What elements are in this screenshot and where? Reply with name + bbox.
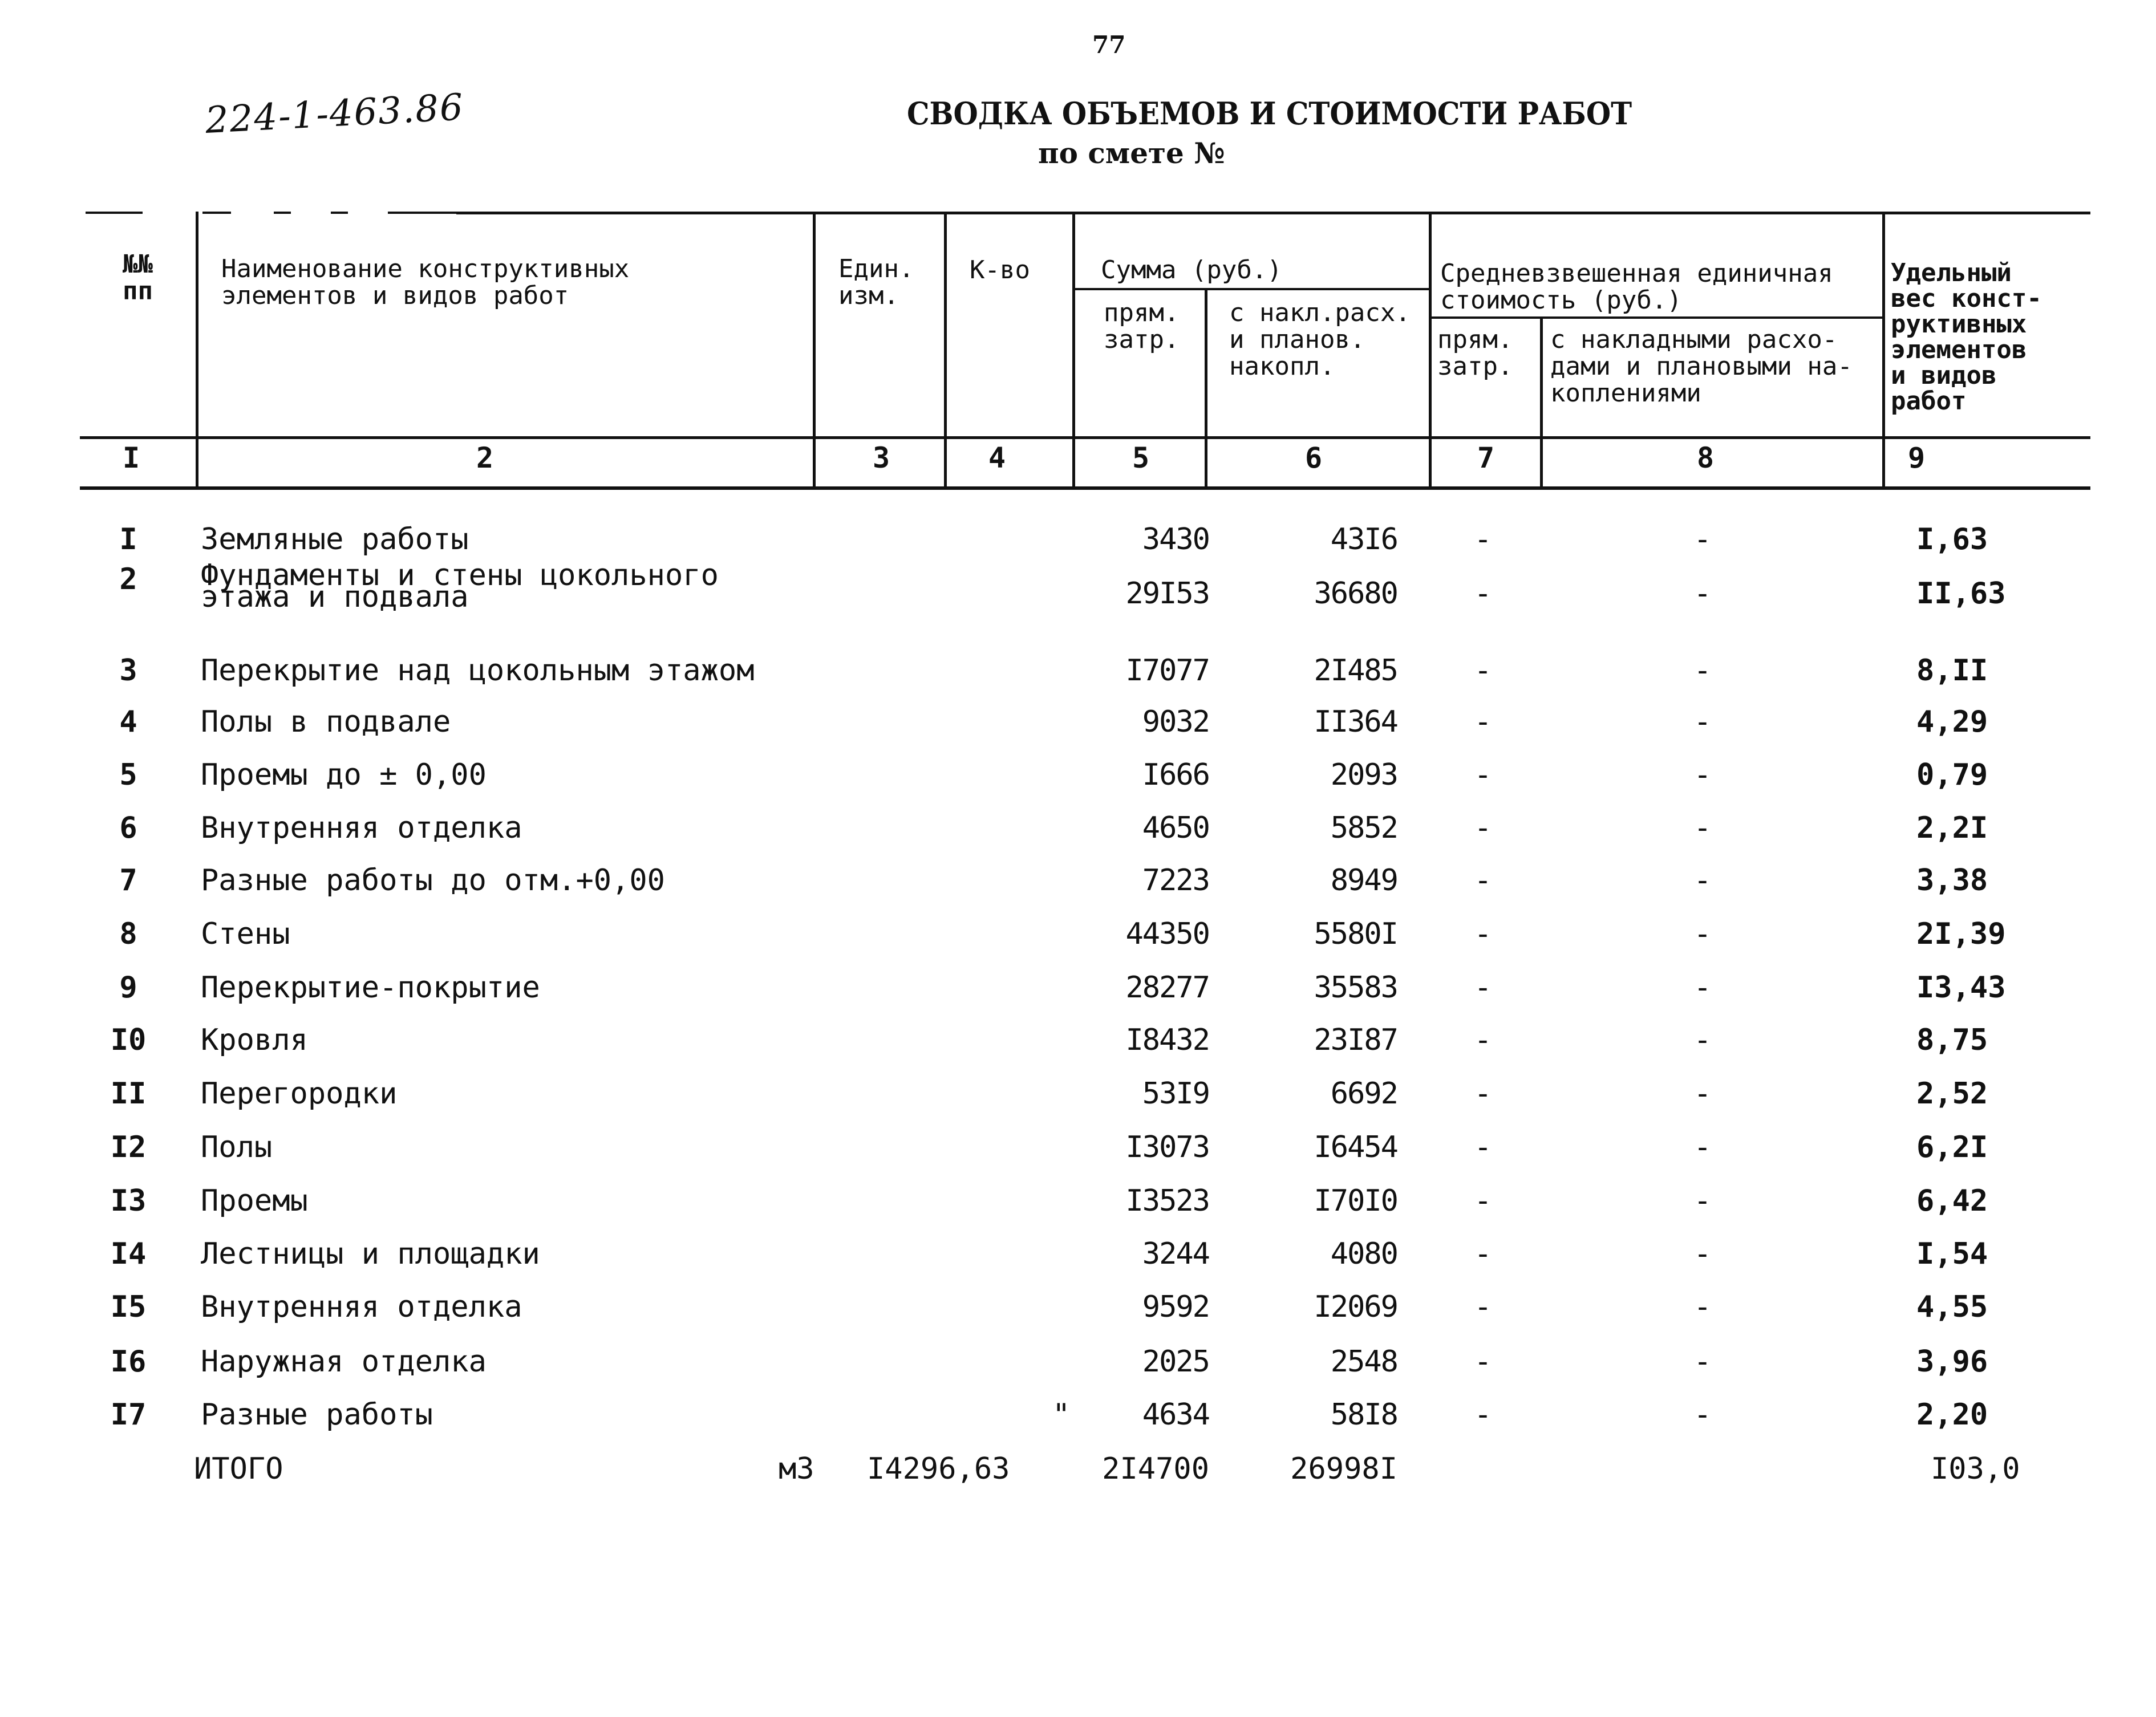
row-weight: II,63 bbox=[1916, 577, 2006, 611]
row-direct-cost: 4650 bbox=[1142, 811, 1209, 845]
row-direct-cost: 44350 bbox=[1125, 917, 1209, 951]
row-number: I bbox=[119, 522, 137, 557]
total-quantity: I4296,63 bbox=[867, 1452, 1010, 1486]
row-overhead-cost: 2093 bbox=[1330, 758, 1397, 792]
row-direct-cost: 29I53 bbox=[1125, 577, 1209, 611]
row-overhead-cost: 4080 bbox=[1330, 1237, 1397, 1271]
page-title: СВОДКА ОБЪЕМОВ И СТОИМОСТИ РАБОТ bbox=[907, 95, 1632, 132]
row-direct-cost: I3523 bbox=[1125, 1184, 1209, 1218]
row-avg-direct: - bbox=[1474, 1130, 1492, 1164]
row-avg-direct: - bbox=[1474, 577, 1492, 611]
row-avg-direct: - bbox=[1474, 758, 1492, 792]
row-avg-direct: - bbox=[1474, 1237, 1492, 1271]
row-avg-direct: - bbox=[1474, 811, 1492, 845]
header-quantity: К-во bbox=[970, 255, 1030, 285]
row-avg-overhead: - bbox=[1693, 917, 1712, 951]
row-avg-direct: - bbox=[1474, 522, 1492, 557]
row-avg-direct: - bbox=[1474, 1184, 1492, 1218]
row-weight: 8,II bbox=[1916, 653, 1988, 688]
row-direct-cost: I666 bbox=[1142, 758, 1209, 792]
row-overhead-cost: 35583 bbox=[1314, 971, 1397, 1005]
row-name: Стены bbox=[201, 917, 290, 951]
row-ditto-mark: " bbox=[1052, 1398, 1071, 1432]
row-avg-direct: - bbox=[1474, 1023, 1492, 1057]
row-direct-cost: 7223 bbox=[1142, 863, 1209, 898]
row-overhead-cost: 8949 bbox=[1330, 863, 1397, 898]
row-overhead-cost: I70I0 bbox=[1314, 1184, 1397, 1218]
row-avg-overhead: - bbox=[1693, 705, 1712, 739]
row-avg-direct: - bbox=[1474, 863, 1492, 898]
row-name: Перекрытие над цокольным этажом bbox=[201, 653, 755, 688]
row-avg-overhead: - bbox=[1693, 971, 1712, 1005]
row-weight: 3,38 bbox=[1916, 863, 1988, 898]
row-number: I6 bbox=[110, 1345, 147, 1379]
row-overhead-cost: 43I6 bbox=[1330, 522, 1397, 557]
row-direct-cost: 53I9 bbox=[1142, 1077, 1209, 1111]
page-subtitle: по смете № bbox=[1038, 136, 1225, 170]
row-number: 7 bbox=[119, 863, 137, 898]
row-weight: 2,2I bbox=[1916, 811, 1988, 845]
row-direct-cost: 3244 bbox=[1142, 1237, 1209, 1271]
header-sum-overhead: с накл.расх. и планов. накопл. bbox=[1229, 298, 1411, 381]
row-avg-overhead: - bbox=[1693, 1184, 1712, 1218]
row-name: Земляные работы bbox=[201, 522, 469, 557]
row-number: I0 bbox=[110, 1023, 147, 1057]
row-name: Кровля bbox=[201, 1023, 308, 1057]
row-number: I3 bbox=[110, 1184, 147, 1218]
header-sum-direct: прям. затр. bbox=[1104, 298, 1180, 354]
row-weight: 8,75 bbox=[1916, 1023, 1988, 1057]
total-weight: I03,0 bbox=[1931, 1452, 2020, 1486]
row-weight: 2,20 bbox=[1916, 1398, 1988, 1432]
row-number: 2 bbox=[119, 562, 137, 596]
row-direct-cost: 4634 bbox=[1142, 1398, 1209, 1432]
row-name: Проемы до ± 0,00 bbox=[201, 758, 487, 792]
row-number: II bbox=[110, 1077, 147, 1111]
header-name: Наименование конструктивных элементов и видов работ bbox=[221, 254, 630, 310]
row-weight: 2,52 bbox=[1916, 1077, 1988, 1111]
total-direct: 2I4700 bbox=[1102, 1452, 1209, 1486]
row-name: Разные работы bbox=[201, 1398, 433, 1432]
row-name: Фундаменты и стены цокольного этажа и подвала bbox=[201, 558, 719, 614]
row-direct-cost: I8432 bbox=[1125, 1023, 1209, 1057]
row-number: 4 bbox=[119, 705, 137, 739]
page-number: 77 bbox=[1092, 31, 1126, 59]
header-avg-overhead: с накладными расхо- дами и плановыми на- коплениями bbox=[1550, 325, 1853, 408]
column-number-1: I bbox=[123, 441, 140, 474]
row-avg-direct: - bbox=[1474, 1345, 1492, 1379]
row-avg-overhead: - bbox=[1693, 1077, 1712, 1111]
row-name: Проемы bbox=[201, 1184, 308, 1218]
row-overhead-cost: 6692 bbox=[1330, 1077, 1397, 1111]
row-number: 9 bbox=[119, 971, 137, 1005]
row-weight: 2I,39 bbox=[1916, 917, 2006, 951]
header-sum-group: Сумма (руб.) bbox=[1101, 255, 1282, 285]
row-avg-overhead: - bbox=[1693, 1290, 1712, 1324]
row-name: Внутренняя отделка bbox=[201, 1290, 522, 1324]
column-number-3: 3 bbox=[873, 441, 890, 474]
row-avg-direct: - bbox=[1474, 1077, 1492, 1111]
row-overhead-cost: 23I87 bbox=[1314, 1023, 1397, 1057]
row-avg-direct: - bbox=[1474, 1398, 1492, 1432]
column-number-4: 4 bbox=[988, 441, 1006, 474]
row-name: Перегородки bbox=[201, 1077, 398, 1111]
row-number: 3 bbox=[119, 653, 137, 688]
row-avg-overhead: - bbox=[1693, 1398, 1712, 1432]
row-direct-cost: 9032 bbox=[1142, 705, 1209, 739]
total-overhead: 26998I bbox=[1290, 1452, 1397, 1486]
row-direct-cost: I3073 bbox=[1125, 1130, 1209, 1164]
total-unit: м3 bbox=[779, 1452, 814, 1486]
row-weight: 3,96 bbox=[1916, 1345, 1988, 1379]
row-direct-cost: 3430 bbox=[1142, 522, 1209, 557]
header-avg-group: Средневзвешенная единичная стоимость (руб.) bbox=[1440, 259, 1833, 315]
row-avg-overhead: - bbox=[1693, 1237, 1712, 1271]
header-row-number: №№ пп bbox=[123, 250, 153, 306]
row-number: 8 bbox=[119, 917, 137, 951]
row-weight: I,63 bbox=[1916, 522, 1988, 557]
row-number: 6 bbox=[119, 811, 137, 845]
row-avg-direct: - bbox=[1474, 917, 1492, 951]
row-name: Внутренняя отделка bbox=[201, 811, 522, 845]
header-avg-direct: прям. затр. bbox=[1437, 325, 1513, 381]
column-number-8: 8 bbox=[1697, 441, 1715, 474]
row-overhead-cost: 5580I bbox=[1314, 917, 1397, 951]
row-overhead-cost: I2069 bbox=[1314, 1290, 1397, 1324]
row-avg-direct: - bbox=[1474, 971, 1492, 1005]
row-avg-overhead: - bbox=[1693, 1130, 1712, 1164]
row-weight: 0,79 bbox=[1916, 758, 1988, 792]
row-avg-overhead: - bbox=[1693, 758, 1712, 792]
row-avg-direct: - bbox=[1474, 1290, 1492, 1324]
column-number-2: 2 bbox=[476, 441, 494, 474]
row-avg-overhead: - bbox=[1693, 653, 1712, 688]
row-number: 5 bbox=[119, 758, 137, 792]
row-number: I7 bbox=[110, 1398, 147, 1432]
row-avg-overhead: - bbox=[1693, 811, 1712, 845]
document-code: 224-1-463.86 bbox=[204, 86, 465, 142]
row-overhead-cost: II364 bbox=[1314, 705, 1397, 739]
row-name: Перекрытие-покрытие bbox=[201, 971, 540, 1005]
row-overhead-cost: 58I8 bbox=[1330, 1398, 1397, 1432]
column-number-9: 9 bbox=[1908, 441, 1926, 474]
row-direct-cost: I7077 bbox=[1125, 653, 1209, 688]
row-weight: I3,43 bbox=[1916, 971, 2006, 1005]
row-overhead-cost: 5852 bbox=[1330, 811, 1397, 845]
row-avg-overhead: - bbox=[1693, 522, 1712, 557]
column-number-5: 5 bbox=[1132, 441, 1150, 474]
row-name: Полы в подвале bbox=[201, 705, 451, 739]
row-avg-overhead: - bbox=[1693, 1345, 1712, 1379]
row-direct-cost: 28277 bbox=[1125, 971, 1209, 1005]
row-name: Полы bbox=[201, 1130, 273, 1164]
row-avg-overhead: - bbox=[1693, 577, 1712, 611]
total-label: ИТОГО bbox=[194, 1452, 283, 1486]
column-number-7: 7 bbox=[1477, 441, 1495, 474]
row-number: I5 bbox=[110, 1290, 147, 1324]
row-avg-overhead: - bbox=[1693, 863, 1712, 898]
row-name: Разные работы до отм.+0,00 bbox=[201, 863, 665, 898]
row-number: I4 bbox=[110, 1237, 147, 1271]
header-weight: Удельный вес конст- руктивных элементов и видов работ bbox=[1891, 258, 2042, 416]
row-weight: I,54 bbox=[1916, 1237, 1988, 1271]
row-avg-overhead: - bbox=[1693, 1023, 1712, 1057]
row-name: Наружная отделка bbox=[201, 1345, 487, 1379]
row-overhead-cost: 2I485 bbox=[1314, 653, 1397, 688]
row-overhead-cost: 36680 bbox=[1314, 577, 1397, 611]
row-name: Лестницы и площадки bbox=[201, 1237, 540, 1271]
row-weight: 6,2I bbox=[1916, 1130, 1988, 1164]
row-weight: 4,55 bbox=[1916, 1290, 1988, 1324]
row-number: I2 bbox=[110, 1130, 147, 1164]
header-unit: Един. изм. bbox=[838, 254, 914, 310]
row-overhead-cost: 2548 bbox=[1330, 1345, 1397, 1379]
row-direct-cost: 9592 bbox=[1142, 1290, 1209, 1324]
row-avg-direct: - bbox=[1474, 653, 1492, 688]
column-number-6: 6 bbox=[1305, 441, 1323, 474]
row-overhead-cost: I6454 bbox=[1314, 1130, 1397, 1164]
row-weight: 6,42 bbox=[1916, 1184, 1988, 1218]
row-weight: 4,29 bbox=[1916, 705, 1988, 739]
row-direct-cost: 2025 bbox=[1142, 1345, 1209, 1379]
row-avg-direct: - bbox=[1474, 705, 1492, 739]
